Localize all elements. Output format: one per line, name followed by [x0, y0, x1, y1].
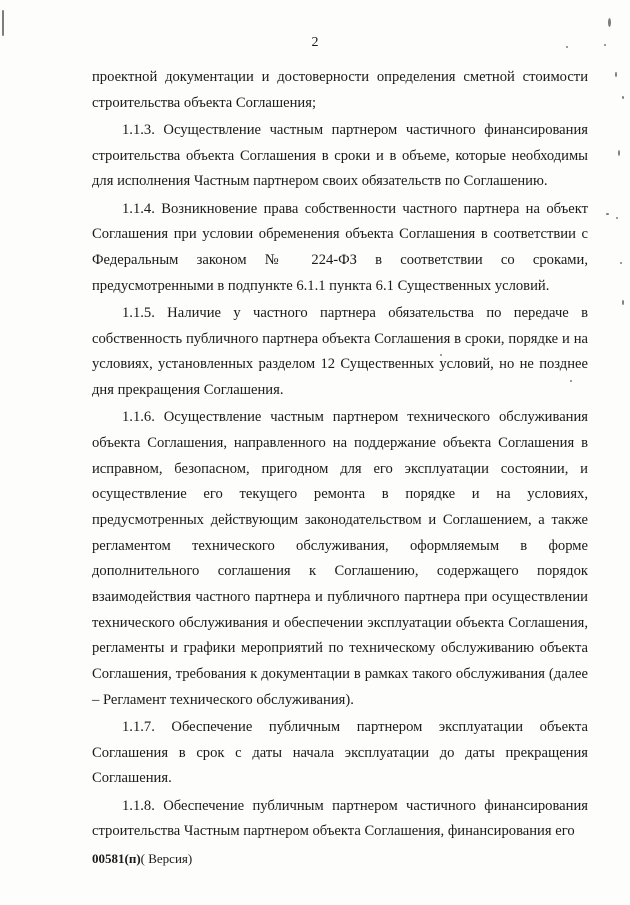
- scan-speck: [606, 213, 609, 215]
- document-version: ( Версия): [140, 851, 193, 866]
- scan-speck: [608, 18, 611, 27]
- paragraph-1-1-6: 1.1.6. Осуществление частным партнером технического обслуживания объекта Соглашения, направленного на поддержание объекта Соглашения в исправном, безопасном, пригодном для его эксплуатации состоянии, и осуществление его текущего ремонта в порядке и на условиях, предусмотренных действующим законодательством и Соглашением, а также регламентом технического обслуживания, оформляемым в форме дополнительного соглашения к Соглашению, содержащего порядок взаимодействия частного партнера и публичного партнера при осуществлении технического обслуживания и обеспечении эксплуатации объекта Соглашения, регламенты и графики мероприятий по техническому обслуживанию объекта Соглашения, требования к документации в рамках такого обслуживания (далее – Регламент технического обслуживания).: [92, 409, 588, 708]
- scan-speck: [570, 380, 572, 382]
- scan-speck: [604, 44, 606, 46]
- scan-speck: [618, 150, 620, 156]
- paragraph-1-1-5: 1.1.5. Наличие у частного партнера обязательства по передаче в собственность публичного партнера объекта Соглашения в сроки, порядке и на условиях, установленных разделом 12 Существенных условий, но не позднее дня прекращения Соглашения.: [92, 304, 588, 398]
- paragraph-continuation: проектной документации и достоверности определения сметной стоимости строительства объекта Соглашения;: [92, 69, 588, 111]
- paragraph-1-1-8: 1.1.8. Обеспечение публичным партнером частичного финансирования строительства Частным партнером объекта Соглашения, финансирования его: [92, 797, 588, 840]
- scan-speck: [620, 262, 622, 264]
- scan-speck: [566, 46, 568, 48]
- document-footer: [92, 851, 192, 867]
- scan-speck: [615, 72, 617, 77]
- scan-speck: [440, 354, 442, 356]
- scan-speck: [622, 300, 624, 305]
- paragraph-1-1-7: 1.1.7. Обеспечение публичным партнером эксплуатации объекта Соглашения в срок с даты начала эксплуатации до даты прекращения Соглашения.: [92, 719, 588, 787]
- page-number: 2: [311, 35, 319, 50]
- scan-speck: [622, 96, 624, 99]
- scan-speck: [616, 217, 618, 219]
- body-text: [92, 65, 588, 847]
- paragraph-1-1-3: 1.1.3. Осуществление частным партнером частичного финансирования строительства объекта Соглашения в сроки и в объеме, которые необходимы для исполнения Частным партнером своих обязательств по Соглашению.: [92, 121, 588, 190]
- document-code: 00581(п): [92, 851, 141, 866]
- scan-speck: [2, 10, 4, 36]
- paragraph-1-1-4: 1.1.4. Возникновение права собственности частного партнера на объект Соглашения при условии обременения объекта Соглашения в соответствии с Федеральным законом № 224-ФЗ в соответствии со сроками, предусмотренными в подпункте 6.1.1 пункта 6.1 Существенных условий.: [92, 200, 588, 294]
